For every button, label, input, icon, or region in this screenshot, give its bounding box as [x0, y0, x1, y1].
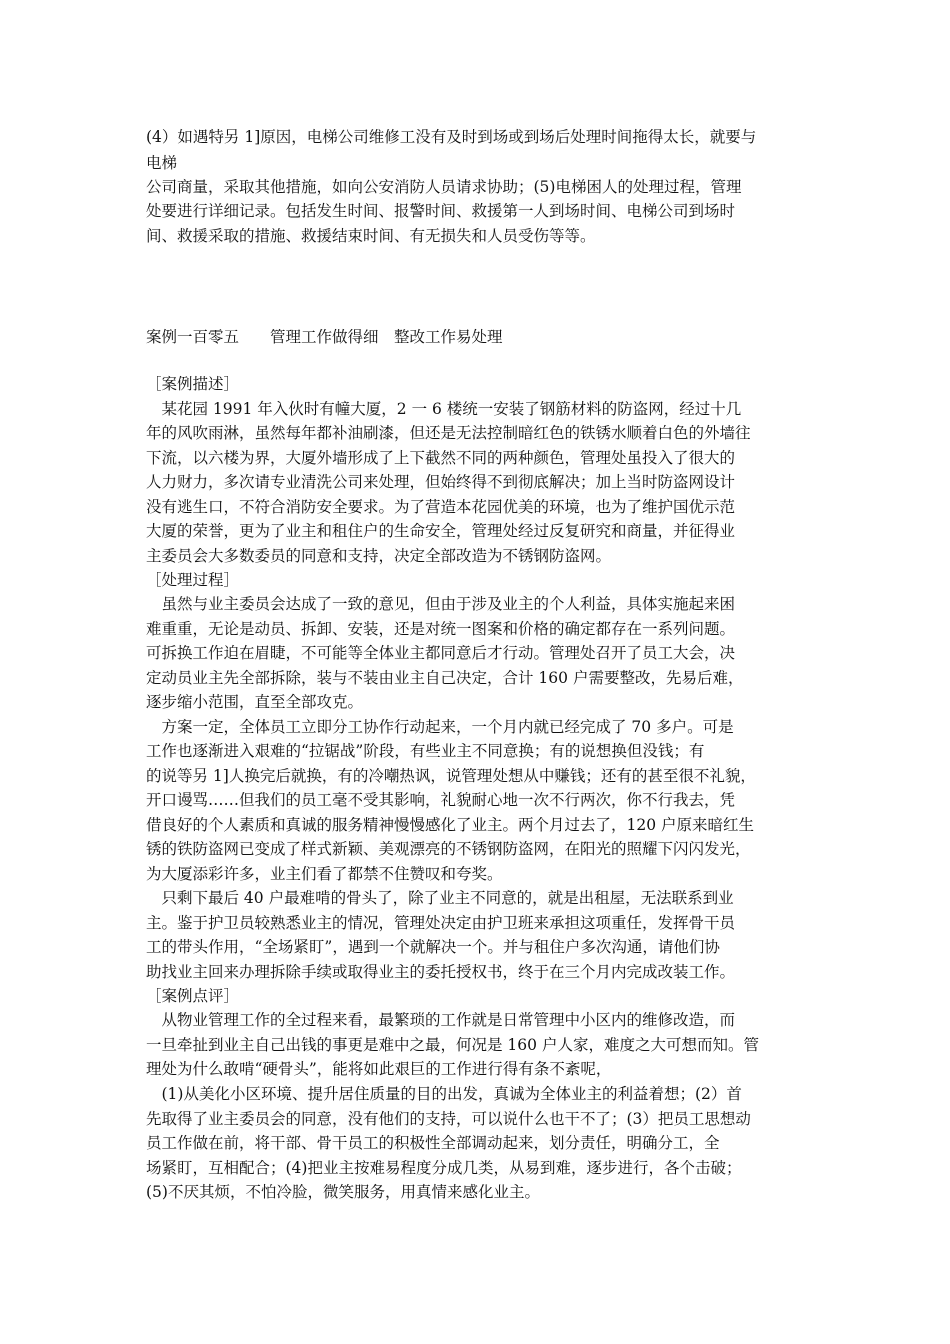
text-line: 锈的铁防盗网已变成了样式新颖、美观漂亮的不锈钢防盗网，在阳光的照耀下闪闪发光， [146, 840, 751, 858]
text-line: 借良好的个人素质和真诚的服务精神慢慢感化了业主。两个月过去了，120 户原来暗红生 [146, 816, 755, 834]
text-line: (5)不厌其烦，不怕冷脸，微笑服务，用真情来感化业主。 [146, 1183, 540, 1201]
text-line: 可拆换工作迫在眉睫，不可能等全体业主都同意后才行动。管理处召开了员工大会，决 [146, 644, 736, 662]
section-heading: ［案例描述］ [146, 375, 240, 393]
text-line: 某花园 1991 年入伙时有幢大厦，2 一 6 楼统一安装了钢筋材料的防盗网，经过十几 [146, 400, 742, 418]
text-line: 开口谩骂……但我们的员工毫不受其影响，礼貌耐心地一次不行两次，你不行我去，凭 [146, 791, 736, 809]
text-line: 工的带头作用，“全场紧盯”，遇到一个就解决一个。并与租住户多次沟通，请他们协 [146, 938, 720, 956]
text-line: 工作也逐渐进入艰难的“拉锯战”阶段，有些业主不同意换；有的说想换但没钱；有 [146, 742, 705, 760]
text-line: 电梯 [146, 154, 178, 172]
text-line: 间、救援采取的措施、救援结束时间、有无损失和人员受伤等等。 [146, 227, 596, 245]
text-line: 从物业管理工作的全过程来看，最繁琐的工作就是日常管理中小区内的维修改造，而 [146, 1011, 736, 1029]
text-line: 理处为什么敢啃“硬骨头”，能将如此艰巨的工作进行得有条不紊呢， [146, 1060, 612, 1078]
text-line: 助找业主回来办理拆除手续或取得业主的委托授权书，终于在三个月内完成改装工作。 [146, 963, 736, 981]
text-line: 方案一定，全体员工立即分工协作行动起来，一个月内就已经完成了 70 多户。可是 [146, 718, 734, 736]
text-line: 先取得了业主委员会的同意，没有他们的支持，可以说什么也干不了；(3）把员工思想动 [146, 1110, 751, 1128]
section-heading: ［案例点评］ [146, 987, 240, 1005]
text-line: 的说等另 1]人换完后就换，有的冷嘲热讽，说管理处想从中赚钱；还有的甚至很不礼貌， [146, 767, 756, 785]
text-line: 一旦牵扯到业主自己出钱的事更是难中之最，何况是 160 户人家，难度之大可想而知。管 [146, 1036, 759, 1054]
section-heading: ［处理过程］ [146, 571, 240, 589]
case-title: 案例一百零五 管理工作做得细 整改工作易处理 [146, 328, 503, 346]
text-line: 年的风吹雨淋，虽然每年都补油刷漆，但还是无法控制暗红色的铁锈水顺着白色的外墙往 [146, 424, 751, 442]
text-line: 处要进行详细记录。包括发生时间、报警时间、救援第一人到场时间、电梯公司到场时 [146, 202, 736, 220]
text-line: 下流，以六楼为界，大厦外墙形成了上下截然不同的两种颜色，管理处虽投入了很大的 [146, 449, 736, 467]
text-line: 人力财力，多次请专业清洗公司来处理，但始终得不到彻底解决；加上当时防盗网设计 [146, 473, 736, 491]
text-line: (4）如遇特另 1]原因，电梯公司维修工没有及时到场或到场后处理时间拖得太长，就要与 [146, 128, 757, 146]
text-line: 公司商量，采取其他措施，如向公安消防人员请求协助；(5)电梯困人的处理过程，管理 [146, 178, 742, 196]
text-line: 只剩下最后 40 户最难啃的骨头了，除了业主不同意的，就是出租屋，无法联系到业 [146, 889, 734, 907]
text-line: 场紧盯，互相配合；(4)把业主按难易程度分成几类，从易到难，逐步进行，各个击破； [146, 1159, 742, 1177]
text-line: 主委员会大多数委员的同意和支持，决定全部改造为不锈钢防盗网。 [146, 547, 612, 565]
text-line: 难重重，无论是动员、拆卸、安装，还是对统一图案和价格的确定都存在一系列问题。 [146, 620, 736, 638]
text-line: 大厦的荣誉，更为了业主和租住户的生命安全，管理处经过反复研究和商量，并征得业 [146, 522, 736, 540]
text-line: (1)从美化小区环境、提升居住质量的目的出发，真诚为全体业主的利益着想；(2）首 [146, 1085, 742, 1103]
text-line: 为大厦添彩许多，业主们看了都禁不住赞叹和夸奖。 [146, 865, 503, 883]
text-line: 逐步缩小范围，直至全部攻克。 [146, 693, 364, 711]
text-line: 虽然与业主委员会达成了一致的意见，但由于涉及业主的个人利益，具体实施起来困 [146, 595, 736, 613]
text-line: 定动员业主先全部拆除，装与不装由业主自己决定，合计 160 户需要整改，先易后难， [146, 669, 744, 687]
text-line: 主。鉴于护卫员较熟悉业主的情况，管理处决定由护卫班来承担这项重任，发挥骨干员 [146, 914, 736, 932]
text-line: 没有逃生口，不符合消防安全要求。为了营造本花园优美的环境，也为了维护国优示范 [146, 498, 736, 516]
text-line: 员工作做在前，将干部、骨干员工的积极性全部调动起来，划分责任，明确分工，全 [146, 1134, 720, 1152]
